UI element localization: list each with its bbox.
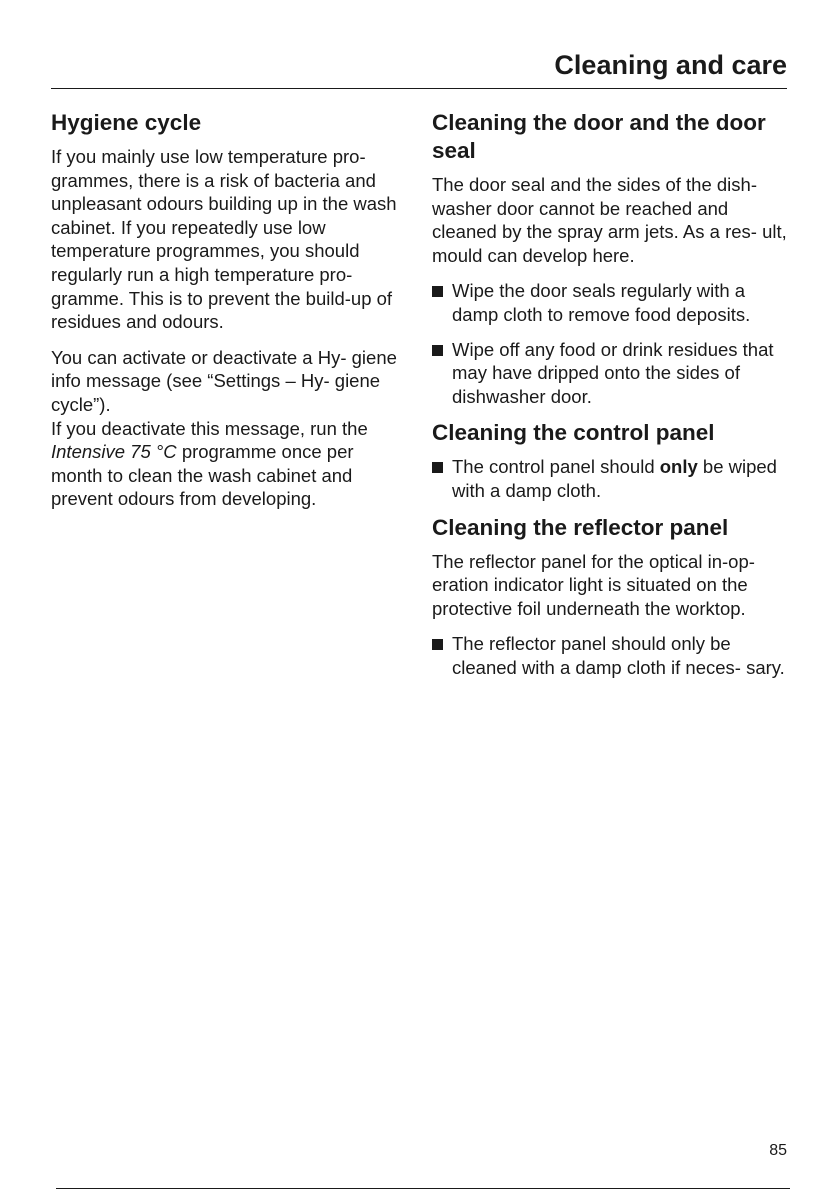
page-header-title: Cleaning and care bbox=[554, 50, 787, 80]
hygiene-info-sentence: You can activate or deactivate a Hy- giene info message (see “Settings – Hy- giene cycle”). bbox=[51, 346, 397, 415]
header-divider bbox=[51, 88, 787, 89]
deactivate-sentence-start: If you deactivate this message, run the bbox=[51, 417, 368, 439]
control-panel-heading: Cleaning the control panel bbox=[432, 420, 715, 446]
reflector-panel-bullet-list bbox=[432, 632, 790, 679]
page-number: 85 bbox=[769, 1142, 787, 1159]
list-item-text: Wipe the door seals regularly with a damp cloth to remove food deposits. bbox=[452, 280, 751, 325]
footer-divider bbox=[56, 1188, 790, 1189]
list-item bbox=[432, 632, 790, 679]
list-item bbox=[432, 338, 790, 409]
door-seal-heading: Cleaning the door and the door seal bbox=[432, 110, 766, 163]
emphasis-only: only bbox=[659, 456, 698, 478]
list-item-text: The reflector panel should only be cleaned with a damp cloth if neces- sary. bbox=[452, 633, 785, 678]
right-column bbox=[432, 109, 790, 691]
square-bullet-icon bbox=[432, 639, 443, 650]
square-bullet-icon bbox=[432, 286, 443, 297]
door-seal-bullet-list bbox=[432, 279, 790, 408]
control-panel-text-end: be wiped with a damp cloth. bbox=[452, 456, 777, 501]
hygiene-cycle-paragraph-1: If you mainly use low temperature pro- grammes, there is a risk of bacteria and unpleasant odours building up in the wash cabinet. If you repeatedly use low temperature programmes, you should regularly run a high temperature pro- gramme. This is to prevent the build-up of residues and odours. bbox=[51, 146, 397, 333]
left-column bbox=[51, 109, 407, 511]
control-panel-text-start: The control panel should bbox=[452, 456, 655, 478]
door-seal-paragraph: The door seal and the sides of the dish- washer door cannot be reached and cleaned by the spray arm jets. As a res- ult, mould can develop here. bbox=[432, 174, 787, 266]
list-item-text: Wipe off any food or drink residues that may have dripped onto the sides of dishwasher door. bbox=[452, 338, 774, 407]
hygiene-cycle-heading: Hygiene cycle bbox=[51, 110, 202, 135]
hygiene-cycle-paragraph-2 bbox=[51, 346, 407, 511]
reflector-panel-paragraph: The reflector panel for the optical in-op- eration indicator light is situated on the protective foil underneath the worktop. bbox=[432, 550, 755, 619]
list-item bbox=[432, 455, 790, 502]
control-panel-bullet-list bbox=[432, 455, 790, 502]
square-bullet-icon bbox=[432, 462, 443, 473]
list-item bbox=[432, 279, 790, 326]
programme-name: Intensive 75 °C bbox=[51, 441, 177, 463]
reflector-panel-heading: Cleaning the reflector panel bbox=[432, 514, 729, 540]
square-bullet-icon bbox=[432, 345, 443, 356]
deactivate-sentence-end: programme once per month to clean the wash cabinet and prevent odours from developing. bbox=[51, 441, 354, 510]
